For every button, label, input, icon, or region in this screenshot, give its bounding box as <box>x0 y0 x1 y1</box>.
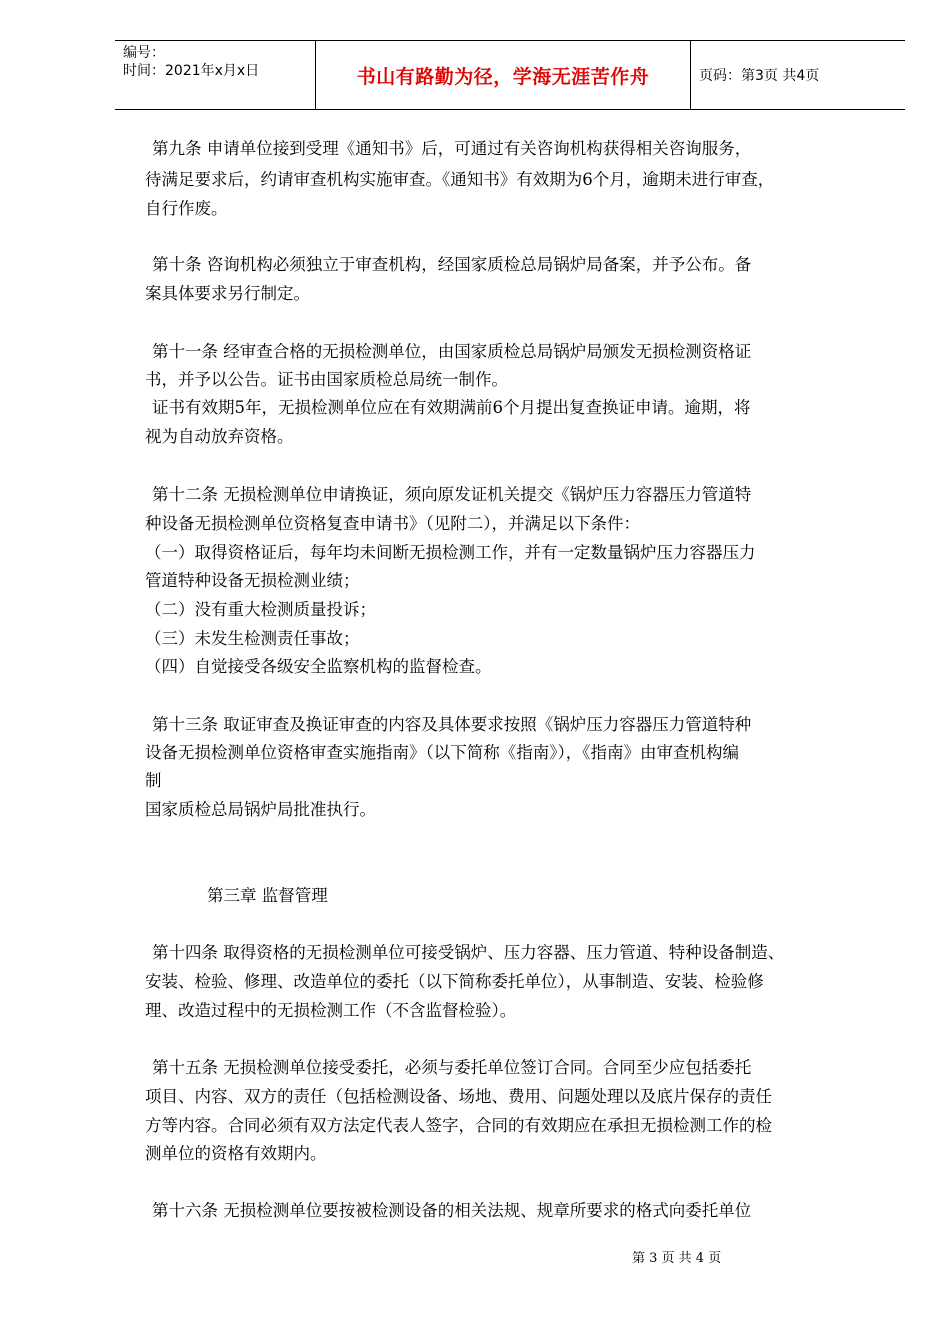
body-line: 第十五条 无损检测单位接受委托，必须与委托单位签订合同。合同至少应包括委托 <box>152 1058 752 1077</box>
body-line: 第十六条 无损检测单位要按被检测设备的相关法规、规章所要求的格式向委托单位 <box>152 1201 752 1220</box>
body-line: 理、改造过程中的无损检测工作（不含监督检验）。 <box>145 1001 517 1020</box>
header-page-cell <box>691 41 905 109</box>
body-line: 种设备无损检测单位资格复查申请书》（见附二），并满足以下条件： <box>145 514 640 533</box>
body-line: 待满足要求后，约请审查机构实施审查。《通知书》有效期为6个月，逾期未进行审查， <box>145 170 775 189</box>
body-line: （三）未发生检测责任事故； <box>145 629 360 648</box>
motto-text: 书山有路勤为径，学海无涯苦作舟 <box>356 65 650 88</box>
body-line: 第十三条 取证审查及换证审查的内容及具体要求按照《锅炉压力容器压力管道特种 <box>152 715 752 734</box>
time-label: 时间：2021年x月x日 <box>123 63 260 79</box>
header-motto-cell <box>315 41 691 109</box>
body-line: 书，并予以公告。证书由国家质检总局统一制作。 <box>145 370 508 389</box>
serial-number-label: 编号： <box>123 45 165 61</box>
page-info: 页码：第3页 共4页 <box>699 68 820 84</box>
body-line: （二）没有重大检测质量投诉； <box>145 600 376 619</box>
body-line: 国家质检总局锅炉局批准执行。 <box>145 800 376 819</box>
body-line: （四）自觉接受各级安全监察机构的监督检查。 <box>145 657 492 676</box>
body-line: 自行作废。 <box>145 199 228 218</box>
body-line: 管道特种设备无损检测业绩； <box>145 571 360 590</box>
body-line: 第十条 咨询机构必须独立于审查机构，经国家质检总局锅炉局备案，并予公布。备 <box>152 255 752 274</box>
body-line: 第九条 申请单位接到受理《通知书》后，可通过有关咨询机构获得相关咨询服务， <box>152 139 752 158</box>
body-line: 案具体要求另行制定。 <box>145 284 310 303</box>
body-line: 制 <box>145 771 162 790</box>
body-line: 第十四条 取得资格的无损检测单位可接受锅炉、压力容器、压力管道、特种设备制造、 <box>152 943 785 962</box>
body-line: 设备无损检测单位资格审查实施指南》（以下简称《指南》），《指南》由审查机构编 <box>145 743 739 762</box>
body-line: 测单位的资格有效期内。 <box>145 1144 327 1163</box>
body-line: 第十一条 经审查合格的无损检测单位，由国家质检总局锅炉局颁发无损检测资格证 <box>152 342 752 361</box>
document-header <box>115 40 905 110</box>
body-line: 视为自动放弃资格。 <box>145 427 294 446</box>
header-meta-cell <box>115 41 315 109</box>
body-line: 安装、检验、修理、改造单位的委托（以下简称委托单位），从事制造、安装、检验修 <box>145 972 764 991</box>
page-footer: 第 3 页 共 4 页 <box>632 1251 722 1266</box>
body-line: （一）取得资格证后，每年均未间断无损检测工作，并有一定数量锅炉压力容器压力 <box>145 543 756 562</box>
body-line: 项目、内容、双方的责任（包括检测设备、场地、费用、问题处理以及底片保存的责任 <box>145 1087 772 1106</box>
body-line: 第十二条 无损检测单位申请换证，须向原发证机关提交《锅炉压力容器压力管道特 <box>152 485 752 504</box>
chapter-heading: 第三章 监督管理 <box>207 886 328 905</box>
body-line: 证书有效期5年，无损检测单位应在有效期满前6个月提出复查换证申请。逾期，将 <box>152 398 751 417</box>
body-line: 方等内容。合同必须有双方法定代表人签字，合同的有效期应在承担无损检测工作的检 <box>145 1116 772 1135</box>
